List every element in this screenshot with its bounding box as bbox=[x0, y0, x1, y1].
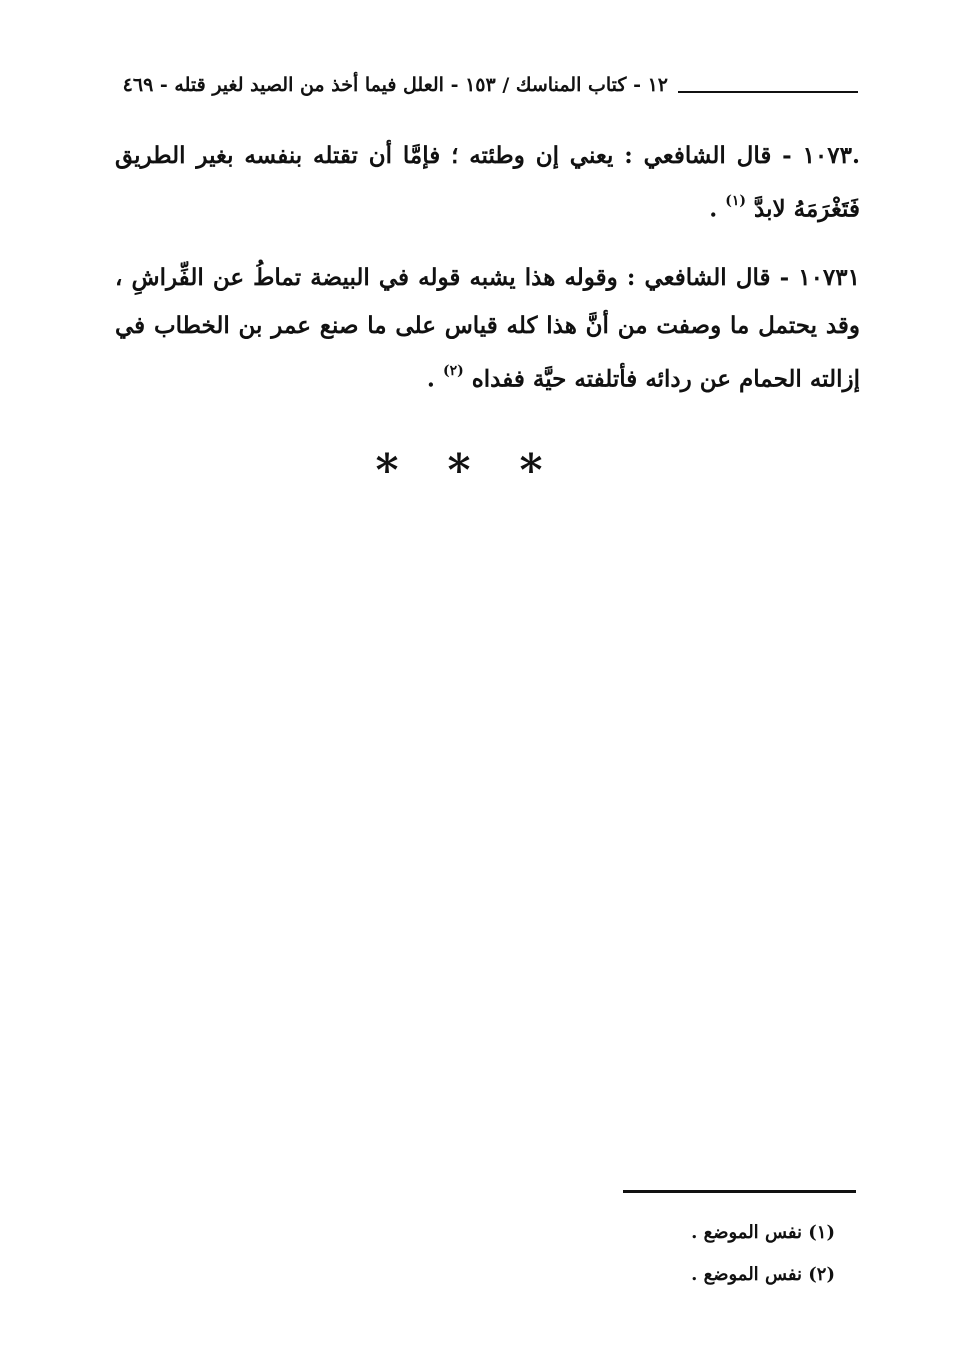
header-title: ١٢ - كتاب المناسك / ١٥٣ - العلل فيما أخذ من الصيد لغير قتله - ٤٦٩ bbox=[122, 74, 668, 96]
asterisk: * bbox=[447, 445, 509, 496]
paragraph-text: .١٠٧٣ - قال الشافعي : يعني إن وطئته ؛ فإمَّا أن تقتله بنفسه بغير الطريق فَتَغْرَمَهُ لابدَّ bbox=[115, 142, 860, 223]
asterisk: * bbox=[519, 445, 581, 496]
header-rule bbox=[678, 91, 858, 93]
asterisk: * bbox=[375, 445, 437, 496]
paragraph-end: . bbox=[426, 365, 435, 393]
main-text bbox=[115, 132, 860, 423]
running-header bbox=[118, 70, 858, 106]
footnote-ref: (١) bbox=[725, 193, 746, 209]
footnote-rule bbox=[623, 1190, 856, 1193]
paragraph-1073 bbox=[115, 132, 860, 234]
section-separator bbox=[0, 445, 956, 496]
footnote-ref: (٢) bbox=[442, 362, 464, 379]
footnote-2: (٢) نفس الموضع . bbox=[691, 1264, 835, 1285]
paragraph-end: . bbox=[709, 195, 718, 223]
paragraph-10731 bbox=[115, 254, 860, 404]
paragraph-text: ١٠٧٣١ - قال الشافعي : وقوله هذا يشبه قوله في البيضة تماطُ عن الفِّراشِ ، وقد يحتمل ما وصفت من أنَّ هذا كله قياس على ما صنع عمر بن الخطاب في إزالته الحمام عن ردائه فأتلفته حيَّة ففداه bbox=[115, 263, 860, 393]
footnotes bbox=[500, 1212, 835, 1296]
footnote-1: (١) نفس الموضع . bbox=[691, 1222, 835, 1243]
